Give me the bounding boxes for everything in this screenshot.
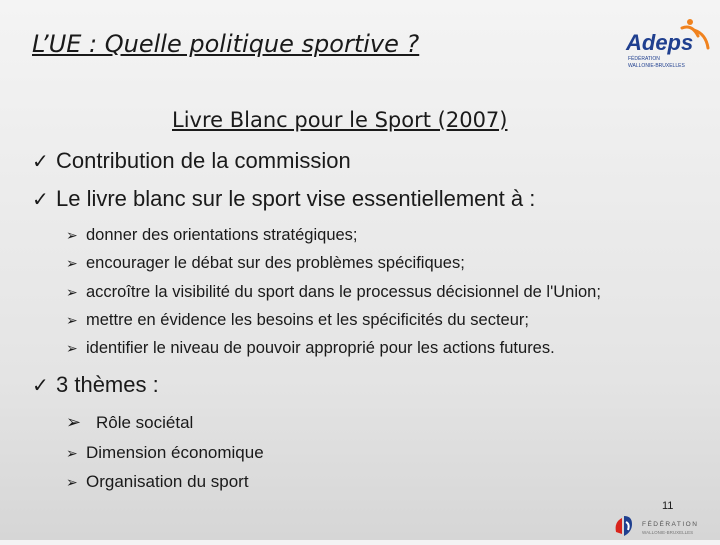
arrow-icon: ➢ [66,227,78,243]
objective-item [66,226,358,245]
theme-item [66,472,249,492]
adeps-tagline-1: FÉDÉRATION [628,56,660,62]
bullet-item [32,148,351,174]
theme-item [66,443,264,463]
arrow-icon: ➢ [66,340,78,356]
objective-text: identifier le niveau de pouvoir approprié pour les actions futures. [86,339,555,357]
federation-line-1: FÉDÉRATION [642,521,699,528]
checkmark-icon: ✓ [32,375,49,397]
bullet-item [32,186,535,212]
arrow-icon: ➢ [66,284,78,300]
objective-item [66,283,601,302]
themes-heading [32,372,159,398]
federation-logo [612,512,716,540]
arrow-icon: ➢ [66,412,82,432]
bullet-text: Le livre blanc sur le sport vise essentiellement à : [56,186,536,211]
theme-text: Rôle sociétal [96,413,194,432]
page-number: 11 [662,500,674,512]
theme-text: Dimension économique [86,443,264,462]
objective-item [66,311,529,330]
adeps-tagline-2: WALLONIE-BRUXELLES [628,63,685,69]
arrow-icon: ➢ [66,445,78,461]
checkmark-icon: ✓ [32,151,49,173]
arrow-icon: ➢ [66,255,78,271]
objective-text: donner des orientations stratégiques; [86,226,358,244]
objective-text: mettre en évidence les besoins et les spécificités du secteur; [86,311,529,329]
adeps-brand-text: Adeps [626,30,694,55]
arrow-icon: ➢ [66,474,78,490]
section-subtitle: Livre Blanc pour le Sport (2007) [172,108,508,132]
objective-text: accroître la visibilité du sport dans le processus décisionnel de l'Union; [86,283,601,301]
federation-line-2: WALLONIE-BRUXELLES [642,530,694,535]
theme-item [66,412,193,433]
theme-text: Organisation du sport [86,472,249,491]
objective-item [66,339,555,358]
bullet-text: Contribution de la commission [56,148,351,173]
objective-item [66,254,465,273]
themes-heading-text: 3 thèmes : [56,372,159,397]
objective-text: encourager le débat sur des problèmes spécifiques; [86,254,465,272]
arrow-icon: ➢ [66,312,78,328]
checkmark-icon: ✓ [32,189,49,211]
slide-title: L’UE : Quelle politique sportive ? [32,30,420,58]
adeps-logo [622,14,714,74]
